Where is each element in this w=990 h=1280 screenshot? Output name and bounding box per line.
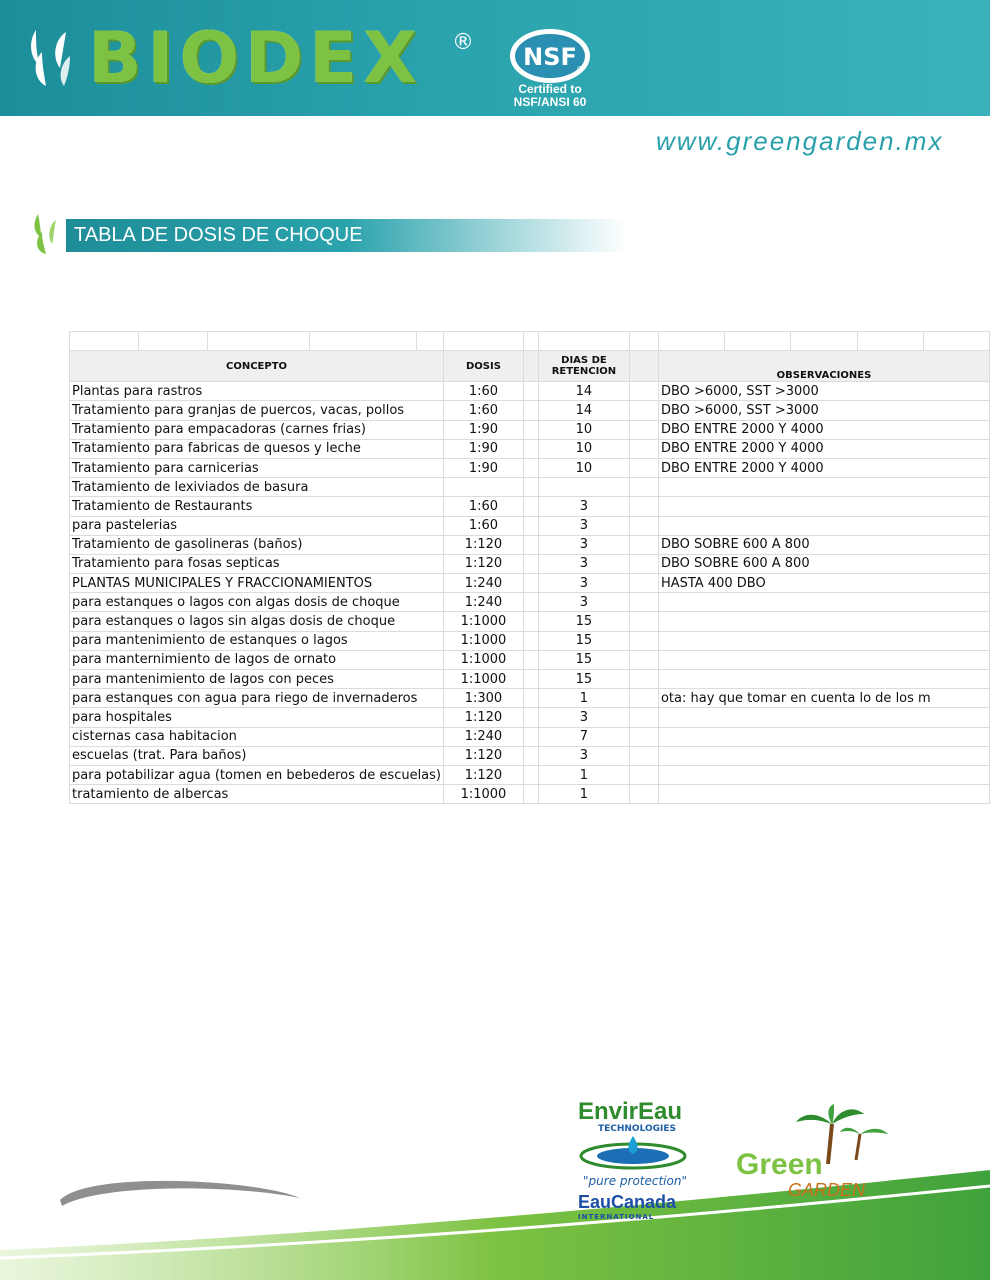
cell-observaciones (658, 746, 989, 765)
header-dias (539, 351, 630, 382)
table-row (70, 593, 990, 612)
table-cell (629, 497, 658, 516)
table-cell (523, 516, 538, 535)
cell-dias: 7 (539, 727, 630, 746)
cell-observaciones (658, 785, 989, 804)
cell-dias: 15 (539, 670, 630, 689)
nsf-reg-mark: ® (576, 65, 584, 74)
table-cell (629, 708, 658, 727)
registered-mark: ® (452, 30, 474, 55)
nsf-logo-icon (508, 28, 592, 84)
cell-concepto: para manternimiento de lagos de ornato (70, 650, 444, 669)
cell-dosis: 1:1000 (444, 612, 524, 631)
cell-concepto: Plantas para rastros (70, 382, 444, 401)
cell-concepto: Tratamiento para fosas septicas (70, 554, 444, 573)
table-row (70, 516, 990, 535)
table-cell (629, 478, 658, 497)
cell-observaciones: ota: hay que tomar en cuenta lo de los m (658, 689, 989, 708)
cell-observaciones (658, 631, 989, 650)
cell-dias: 10 (539, 439, 630, 458)
eaucanada-international: INTERNATIONAL (578, 1213, 655, 1221)
table-cell (523, 631, 538, 650)
cell-dosis: 1:90 (444, 458, 524, 477)
table-row (70, 708, 990, 727)
brand-name: BIODEX (88, 17, 423, 99)
header-concepto: CONCEPTO (70, 351, 444, 382)
cell-concepto: para hospitales (70, 708, 444, 727)
cell-dias: 3 (539, 554, 630, 573)
cell-dias: 3 (539, 535, 630, 554)
table-cell (629, 765, 658, 784)
cell-concepto: para pastelerias (70, 516, 444, 535)
cell-concepto: Tratamiento para empacadoras (carnes frias) (70, 420, 444, 439)
table-cell (629, 458, 658, 477)
table-row (70, 478, 990, 497)
cell-dias: 14 (539, 382, 630, 401)
table-cell (523, 727, 538, 746)
cell-observaciones: DBO SOBRE 600 A 800 (658, 535, 989, 554)
header-row (70, 351, 990, 382)
cell-observaciones (658, 612, 989, 631)
table-cell (523, 785, 538, 804)
table-cell (523, 650, 538, 669)
table-cell (629, 727, 658, 746)
water-drop-icon (578, 1134, 688, 1170)
cell-observaciones (658, 593, 989, 612)
table-row (70, 670, 990, 689)
cell-observaciones (658, 765, 989, 784)
table-cell (523, 765, 538, 784)
table-cell (523, 497, 538, 516)
cell-observaciones: DBO >6000, SST >3000 (658, 401, 989, 420)
cell-concepto: para estanques o lagos con algas dosis de choque (70, 593, 444, 612)
cell-dias: 15 (539, 650, 630, 669)
cell-observaciones: DBO SOBRE 600 A 800 (658, 554, 989, 573)
cell-observaciones (658, 708, 989, 727)
cell-concepto: cisternas casa habitacion (70, 727, 444, 746)
table-cell (523, 458, 538, 477)
section-title: TABLA DE DOSIS DE CHOQUE (74, 224, 363, 246)
table-cell (523, 535, 538, 554)
table-row (70, 574, 990, 593)
table-cell (629, 650, 658, 669)
table-row (70, 382, 990, 401)
cell-observaciones: DBO ENTRE 2000 Y 4000 (658, 439, 989, 458)
table-cell (629, 574, 658, 593)
header-banner (0, 0, 990, 116)
cell-concepto: para mantenimiento de estanques o lagos (70, 631, 444, 650)
cell-concepto: para estanques con agua para riego de invernaderos (70, 689, 444, 708)
table-row (70, 439, 990, 458)
cell-concepto: Tratamiento de Restaurants (70, 497, 444, 516)
cell-dosis: 1:240 (444, 727, 524, 746)
header-dias-line1: DIAS DE (561, 355, 607, 367)
envireau-name: EnvirEau (578, 1098, 683, 1125)
envireau-technologies: TECHNOLOGIES (597, 1124, 677, 1134)
table-cell (629, 420, 658, 439)
cell-dias: 3 (539, 593, 630, 612)
table-row (70, 650, 990, 669)
cell-dias: 1 (539, 785, 630, 804)
cell-dias: 3 (539, 574, 630, 593)
table-row (70, 535, 990, 554)
table-cell (523, 554, 538, 573)
header-observaciones: OBSERVACIONES (658, 351, 989, 382)
leaf-logo-icon (26, 22, 82, 92)
cell-dosis: 1:1000 (444, 631, 524, 650)
cell-dosis: 1:120 (444, 746, 524, 765)
table-cell (523, 420, 538, 439)
cell-dosis: 1:60 (444, 497, 524, 516)
table-row (70, 785, 990, 804)
cell-dosis: 1:60 (444, 516, 524, 535)
cell-observaciones: DBO ENTRE 2000 Y 4000 (658, 420, 989, 439)
table-cell (523, 593, 538, 612)
table-cell (629, 689, 658, 708)
eaucanada-name: EauCanada (578, 1192, 677, 1212)
table-cell (523, 439, 538, 458)
cell-dias: 15 (539, 631, 630, 650)
cell-dosis: 1:60 (444, 382, 524, 401)
table-cell (629, 612, 658, 631)
table-cell (629, 516, 658, 535)
cell-dias: 10 (539, 420, 630, 439)
cell-observaciones: HASTA 400 DBO (658, 574, 989, 593)
section-leaf-icon (32, 212, 60, 256)
envireau-logo (578, 1100, 702, 1221)
header-dias-line2: RETENCION (551, 366, 617, 378)
table-cell (629, 670, 658, 689)
table-cell (629, 593, 658, 612)
cell-concepto: Tratamiento para fabricas de quesos y leche (70, 439, 444, 458)
table-row (70, 765, 990, 784)
certified-line-1: Certified to (518, 82, 582, 96)
cell-dosis: 1:60 (444, 401, 524, 420)
cell-observaciones: DBO ENTRE 2000 Y 4000 (658, 458, 989, 477)
table-cell (629, 535, 658, 554)
cell-dias: 3 (539, 746, 630, 765)
cell-dosis: 1:120 (444, 535, 524, 554)
cell-concepto: para potabilizar agua (tomen en bebederos de escuelas) (70, 765, 444, 784)
cell-dosis: 1:1000 (444, 670, 524, 689)
cell-concepto: Tratamiento de gasolineras (baños) (70, 535, 444, 554)
table-cell (523, 382, 538, 401)
cell-concepto: escuelas (trat. Para baños) (70, 746, 444, 765)
cell-dosis: 1:240 (444, 593, 524, 612)
cell-dosis (444, 478, 524, 497)
slogan: "pure protection" (583, 1174, 687, 1188)
table-cell (629, 554, 658, 573)
cell-concepto: Tratamiento para carnicerias (70, 458, 444, 477)
cell-dosis: 1:120 (444, 554, 524, 573)
table-cell (629, 746, 658, 765)
cell-dosis: 1:90 (444, 420, 524, 439)
table-cell (629, 631, 658, 650)
table-row (70, 612, 990, 631)
cell-concepto: tratamiento de albercas (70, 785, 444, 804)
spacer-row (70, 332, 990, 351)
cell-dias: 3 (539, 497, 630, 516)
cell-concepto: Tratamiento de lexiviados de basura (70, 478, 444, 497)
certified-line-2: NSF/ANSI 60 (513, 95, 587, 109)
table-cell (629, 439, 658, 458)
green-garden-logo (736, 1104, 896, 1214)
cell-concepto: Tratamiento para granjas de puercos, vacas, pollos (70, 401, 444, 420)
table-row (70, 689, 990, 708)
nsf-logo-text: NSF (523, 43, 577, 71)
cell-dosis: 1:1000 (444, 650, 524, 669)
cell-dosis: 1:240 (444, 574, 524, 593)
cell-dias: 14 (539, 401, 630, 420)
cell-dias: 3 (539, 708, 630, 727)
cell-observaciones: DBO >6000, SST >3000 (658, 382, 989, 401)
table-cell (523, 478, 538, 497)
cell-observaciones (658, 516, 989, 535)
cell-dosis: 1:90 (444, 439, 524, 458)
header-dosis: DOSIS (444, 351, 524, 382)
green-word: Green (736, 1148, 823, 1181)
garden-word: GARDEN (788, 1180, 866, 1200)
table-cell (629, 785, 658, 804)
cell-observaciones (658, 727, 989, 746)
table-row (70, 497, 990, 516)
table-cell (523, 670, 538, 689)
table-row (70, 458, 990, 477)
table-row (70, 727, 990, 746)
cell-dosis: 1:1000 (444, 785, 524, 804)
cell-observaciones (658, 650, 989, 669)
cell-dosis: 1:300 (444, 689, 524, 708)
table-cell (523, 746, 538, 765)
table-row (70, 746, 990, 765)
cell-concepto: para mantenimiento de lagos con peces (70, 670, 444, 689)
cell-dias: 15 (539, 612, 630, 631)
cell-dias: 1 (539, 765, 630, 784)
cell-dias: 1 (539, 689, 630, 708)
cell-observaciones (658, 497, 989, 516)
table-cell (523, 612, 538, 631)
cell-concepto: para estanques o lagos sin algas dosis de choque (70, 612, 444, 631)
table-row (70, 420, 990, 439)
table-cell (523, 689, 538, 708)
cell-observaciones (658, 670, 989, 689)
table-cell (629, 401, 658, 420)
table-cell (523, 574, 538, 593)
cell-dias: 10 (539, 458, 630, 477)
table-row (70, 631, 990, 650)
certification-text (498, 83, 602, 109)
cell-dias (539, 478, 630, 497)
website-link[interactable]: www.greengarden.mx (656, 126, 944, 156)
cell-dosis: 1:120 (444, 765, 524, 784)
table-row (70, 401, 990, 420)
table-row (70, 554, 990, 573)
table-cell (523, 401, 538, 420)
dosage-table (69, 331, 990, 804)
section-title-bar (66, 219, 626, 252)
cell-dias: 3 (539, 516, 630, 535)
cell-observaciones (658, 478, 989, 497)
cell-concepto: PLANTAS MUNICIPALES Y FRACCIONAMIENTOS (70, 574, 444, 593)
cell-dosis: 1:120 (444, 708, 524, 727)
table-cell (523, 708, 538, 727)
table-cell (629, 382, 658, 401)
